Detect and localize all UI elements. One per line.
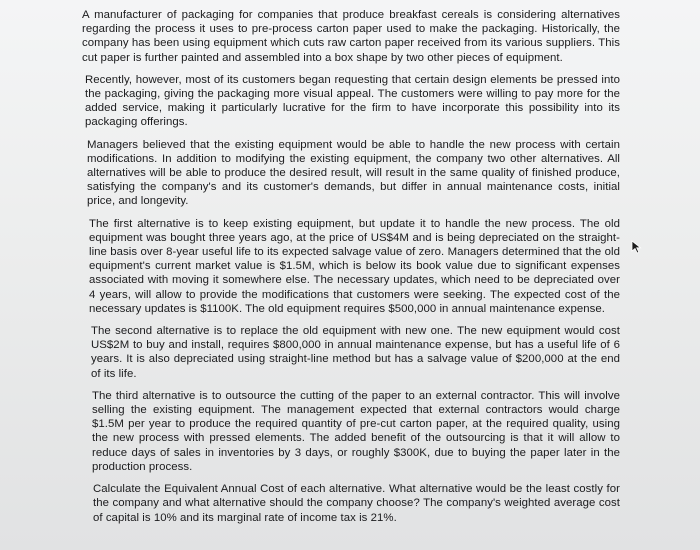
paragraph-customer-request: Recently, however, most of its customers began requesting that certain design elements be pressed into the packaging, giving the packaging more visual appeal. The customers were willing to pay more for the added service, making it particularly lucrative for the firm to have incorporate this possibility into its packaging offerings. [85, 73, 620, 129]
document-text [80, 8, 620, 533]
mouse-pointer-icon [631, 240, 643, 254]
paragraph-question: Calculate the Equivalent Annual Cost of each alternative. What alternative would be the least costly for the company and what alternative should the company choose? The company's weighted average cost of capital is 10% and its marginal rate of income tax is 21%. [93, 483, 620, 524]
paragraph-alternatives-overview: Managers believed that the existing equipment would be able to handle the new process with certain modifications. In addition to modifying the existing equipment, the company two other alternatives. All alternatives will be able to produce the desired result, will result in the same quality of finished produce, satisfying the company's and its customer's demands, but differ in annual maintenance costs, initial price, and longevity. [87, 138, 620, 208]
paragraph-intro: A manufacturer of packaging for companies that produce breakfast cereals is considering alternatives regarding the process it uses to pre-process carton paper used to make the packaging. Historically, the company has been using equipment which cuts raw carton paper received from its various suppliers. This cut paper is further painted and assembled into a box shape by two other pieces of equipment. [82, 9, 620, 64]
paragraph-first-alternative: The first alternative is to keep existing equipment, but update it to handle the new process. The old equipment was bought three years ago, at the price of US$4M and is being depreciated on the straight-line basis over 8-year useful life to its expected salvage value of zero. Managers determined that the old equipment's current market value is $1.5M, which is below its book value due to significant expenses associated with moving it somewhere else. The necessary updates, which need to be depreciated over 4 years, will allow to provide the modifications that customers were seeking. The expected cost of the necessary updates is $1100K. The old equipment requires $500,000 in annual maintenance expense. [89, 217, 620, 315]
paragraph-second-alternative: The second alternative is to replace the old equipment with new one. The new equipment would cost US$2M to buy and install, requires $800,000 in annual maintenance expense, but has a useful life of 6 years. It is also depreciated using straight-line method but has a salvage value of $200,000 at the end of its life. [91, 325, 620, 380]
paragraph-third-alternative: The third alternative is to outsource the cutting of the paper to an external contractor. This will involve selling the existing equipment. The management expected that external contractors would charge $1.5M per year to produce the required quantity of pre-cut carton paper, at the required quality, using the new process with pressed elements. The added benefit of the outsourcing is that it will allow to reduce days of sales in inventories by 3 days, or roughly $300K, due to buying the paper later in the production process. [92, 389, 620, 473]
